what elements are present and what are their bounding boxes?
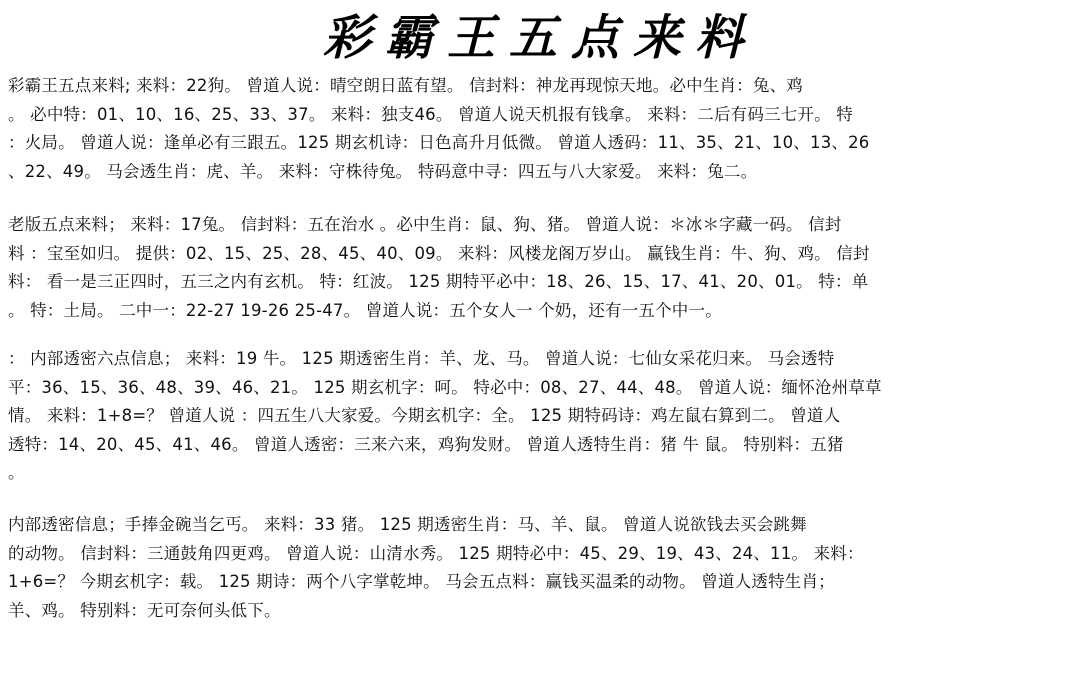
paragraph-2 [8, 211, 1072, 325]
text-line: 的动物。 信封料：三通鼓角四更鸡。 曾道人说：山清水秀。 125 期特必中：45、29、19、43、24、11。 来料： [8, 543, 864, 563]
text-line: 羊、鸡。 特别料：无可奈何头低下。 [8, 600, 281, 620]
text-line: 。 必中特：01、10、16、25、33、37。 来料：独支46。 曾道人说天机报有钱拿。 来料：二后有码三七开。 特 [8, 104, 853, 124]
text-line: 透特：14、20、45、41、46。 曾道人透密：三来六来，鸡狗发财。 曾道人透特生肖：猪 牛 鼠。 特别料：五猪 [8, 434, 844, 454]
paragraph-3 [8, 345, 1072, 488]
text-line: 情。 来料：1+8=？ 曾道人说 ：四五生八大家爱。今期玄机字：全。 125 期特码诗：鸡左鼠右算到二。 曾道人 [8, 406, 841, 425]
text-line: 内部透密信息；手捧金碗当乞丐。 来料：33 猪。 125 期透密生肖：马、羊、鼠。 曾道人说欲钱去买会跳舞 [8, 515, 807, 534]
paragraph-1 [8, 72, 1072, 186]
text-line: 。 [8, 463, 25, 482]
text-line: 、22、49。 马会透生肖：虎、羊。 来料：守株待兔。 特码意中寻：四五与八大家爱。 来料：兔二。 [8, 161, 758, 181]
text-line: 老版五点来料； 来料：17兔。 信封料：五在治水 。必中生肖：鼠、狗、猪。 曾道人说：＊冰＊字藏一码。 信封 [8, 215, 842, 234]
text-line: 。 特：土局。 二中一：22-27 19-26 25-47。 曾道人说：五个女人一 个奶，还有一五个中一。 [8, 300, 722, 320]
text-line: 1+6=？ 今期玄机字：载。 125 期诗：两个八字掌乾坤。 马会五点料：赢钱买温柔的动物。 曾道人透特生肖； [8, 572, 835, 591]
page-title: 彩霸王五点来料 [322, 10, 757, 66]
paragraph-4 [8, 511, 1072, 625]
text-line: ： 内部透密六点信息； 来料：19 牛。 125 期透密生肖：羊、龙、马。 曾道人说：七仙女采花归来。 马会透特 [8, 349, 835, 368]
text-line: 料： 看一是三正四时，五三之内有玄机。 特：红波。 125 期特平必中：18、26、15、17、41、20、01。 特：单 [8, 272, 869, 291]
text-line: 平：36、15、36、48、39、46、21。 125 期玄机字：呵。 特必中：08、27、44、48。 曾道人说：缅怀沧州草草 [8, 377, 882, 397]
text-line: 彩霸王五点来料; 来料：22狗。 曾道人说：晴空朗日蓝有望。 信封料：神龙再现惊天地。必中生肖：兔、鸡 [8, 76, 803, 95]
text-line: 料 ：宝至如归。 提供：02、15、25、28、45、40、09。 来料：风楼龙阁万岁山。 赢钱生肖：牛、狗、鸡。 信封 [8, 243, 870, 263]
text-line: ：火局。 曾道人说：逢单必有三跟五。125 期玄机诗：日色高升月低微。 曾道人透码：11、35、21、10、13、26 [8, 133, 870, 152]
